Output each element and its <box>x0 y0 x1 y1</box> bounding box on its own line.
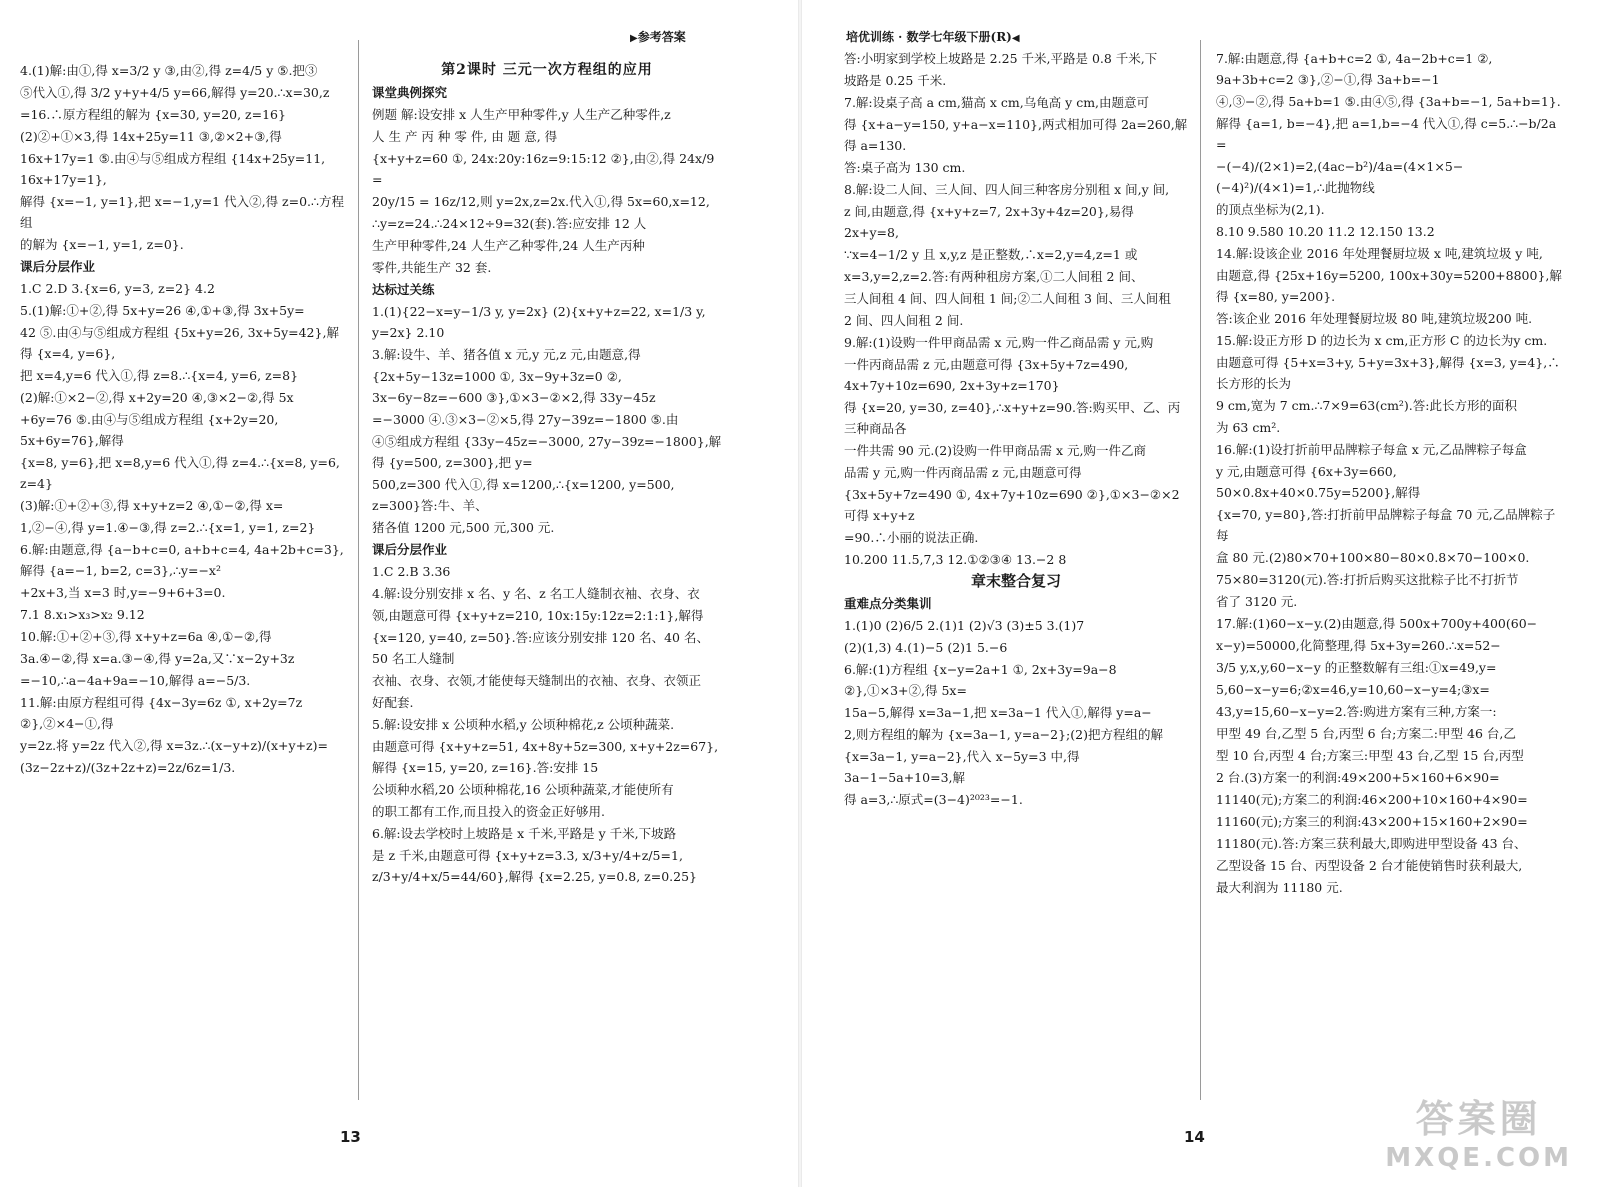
answer-line: =−3000 ④.③×3−②×5,得 27y−39z=−1800 ⑤.由 <box>372 412 679 427</box>
answer-line: 三人间租 4 间、四人间租 1 间;②二人间租 3 间、三人间租 <box>844 291 1171 306</box>
answer-line: 16x+17y=1 ⑤.由④与⑤组成方程组 {14x+25y=11, 16x+17y=1}, <box>20 151 326 187</box>
answer-line: 3.解:设牛、羊、猪各值 x 元,y 元,z 元,由题意,得 <box>372 347 641 362</box>
left-column-2 <box>372 60 722 888</box>
answer-line: 14.解:设该企业 2016 年处理餐厨垃圾 x 吨,建筑垃圾 y 吨, <box>1216 246 1543 261</box>
answer-line: 7.解:设桌子高 a cm,猫高 x cm,乌龟高 y cm,由题意可 <box>844 95 1150 110</box>
answer-line: 答:该企业 2016 年处理餐厨垃圾 80 吨,建筑垃圾200 吨. <box>1216 311 1533 326</box>
answer-line: {3x+5y+7z=490 ①, 4x+7y+10z=690 ②},①×3−②×2 可得 x+y+z <box>844 487 1180 523</box>
answer-line: 盒 80 元.(2)80×70+100×80−80×0.8×70−100×0. <box>1216 550 1530 565</box>
answer-line: 答:小明家到学校上坡路是 2.25 千米,平路是 0.8 千米,下 <box>844 51 1158 66</box>
answer-line: (3)解:①+②+③,得 x+y+z=2 ④,①−②,得 x= <box>20 498 284 513</box>
answer-line: −(−4)/(2×1)=2,(4ac−b²)/4a=(4×1×5−(−4)²)/(4×1)=1,∴此抛物线 <box>1216 159 1464 195</box>
answer-line: 答:桌子高为 130 cm. <box>844 160 966 175</box>
answer-line: 10.解:①+②+③,得 x+y+z=6a ④,①−②,得 <box>20 629 272 644</box>
left-column-divider <box>358 40 359 1100</box>
answer-line: 500,z=300 代入①,得 x=1200,∴{x=1200, y=500, z=300}答:牛、羊、 <box>372 477 675 513</box>
answer-line: 1.C 2.D 3.{x=6, y=3, z=2} 4.2 <box>20 281 215 296</box>
answer-line: 1.C 2.B 3.36 <box>372 564 451 579</box>
answer-line: 由题意可得 {x+y+z=51, 4x+8y+5z=300, x+y+2z=67},解得 {x=15, y=20, z=16}.答:安排 15 <box>372 739 719 775</box>
answer-line: 4.(1)解:由①,得 x=3/2 y ③,由②,得 z=4/5 y ⑤.把③ <box>20 63 318 78</box>
answer-line: 得 a=3,∴原式=(3−4)²⁰²³=−1. <box>844 792 1023 807</box>
answer-line: 坡路是 0.25 千米. <box>844 73 947 88</box>
answer-line: =90.∴小丽的说法正确. <box>844 530 979 545</box>
answer-line: 解得 {x=−1, y=1},把 x=−1,y=1 代入②,得 z=0.∴方程组 <box>20 194 344 230</box>
right-header-text: 培优训练 · 数学七年级下册(R) <box>846 30 1012 44</box>
answer-line: 人 生 产 丙 种 零 件, 由 题 意, 得 <box>372 129 558 144</box>
answer-line: 为 63 cm². <box>1216 420 1281 435</box>
answer-line: 品需 y 元,购一件丙商品需 z 元,由题意可得 <box>844 465 1082 480</box>
answer-line: {x=70, y=80},答:打折前甲品牌粽子每盒 70 元,乙品牌粽子每 <box>1216 507 1556 543</box>
answer-line: 一件丙商品需 z 元,由题意可得 {3x+5y+7z=490, 4x+7y+10z=690, 2x+3y+z=170} <box>844 357 1129 393</box>
answer-line: 的解为 {x=−1, y=1, z=0}. <box>20 237 184 252</box>
answer-line: 领,由题意可得 {x+y+z=210, 10x:15y:12z=2:1:1},解得 <box>372 608 704 623</box>
answer-line: 5.解:设安排 x 公顷种水稻,y 公顷种棉花,z 公顷种蔬菜. <box>372 717 675 732</box>
answer-line: {x=8, y=6},把 x=8,y=6 代入①,得 z=4.∴{x=8, y=6, z=4} <box>20 455 340 491</box>
right-column-1 <box>844 48 1188 811</box>
answer-line: 2,则方程组的解为 {x=3a−1, y=a−2};(2)把方程组的解 <box>844 727 1163 742</box>
answer-line: 由题意可得 {5+x=3+y, 5+y=3x+3},解得 {x=3, y=4},∴长方形的长为 <box>1216 355 1560 391</box>
left-column-1 <box>20 60 350 779</box>
answer-line: (2)解:①×2−②,得 x+2y=20 ④,③×2−②,得 5x <box>20 390 294 405</box>
answer-line: 8.10 9.580 10.20 11.2 12.150 13.2 <box>1216 224 1435 239</box>
answer-line: 衣袖、衣身、衣领,才能使每天缝制出的衣袖、衣身、衣领正 <box>372 673 701 688</box>
answer-line: 3a.④−②,得 x=a.③−④,得 y=2a,又∵x−2y+3z <box>20 651 295 666</box>
answer-line: +6y=76 ⑤.由④与⑤组成方程组 {x+2y=20, 5x+6y=76},解得 <box>20 412 279 448</box>
left-page <box>0 0 798 1187</box>
right-column-2 <box>1216 48 1566 899</box>
answer-line: {x+y+z=60 ①, 24x:20y:16z=9:15:12 ②},由②,得 24x/9 = <box>372 151 715 187</box>
answer-line: 3/5 y,x,y,60−x−y 的正整数解有三组:①x=49,y= <box>1216 660 1497 675</box>
answer-line: 2 间、四人间租 2 间. <box>844 313 964 328</box>
answer-line: {x=120, y=40, z=50}.答:应该分别安排 120 名、40 名、50 名工人缝制 <box>372 630 709 666</box>
answer-line: 最大利润为 11180 元. <box>1216 880 1343 895</box>
answer-line: 4.解:设分别安排 x 名、y 名、z 名工人缝制衣袖、衣身、衣 <box>372 586 700 601</box>
section-title: 重难点分类集训 <box>844 596 932 611</box>
answer-line: 把 x=4,y=6 代入①,得 z=8.∴{x=4, y=6, z=8} <box>20 368 299 383</box>
answer-line: 猪各值 1200 元,500 元,300 元. <box>372 520 555 535</box>
answer-line: 11160(元);方案三的利润:43×200+15×160+2×90= <box>1216 814 1528 829</box>
answer-line: 7.解:由题意,得 {a+b+c=2 ①, 4a−2b+c=1 ②, 9a+3b+c=2 ③},②−①,得 3a+b=−1 <box>1216 51 1493 87</box>
triangle-left-icon: ◀ <box>1011 33 1020 44</box>
section-title: 课后分层作业 <box>372 542 448 557</box>
answer-line: ④⑤组成方程组 {33y−45z=−3000, 27y−39z=−1800},解得 {y=500, z=300},把 y= <box>372 434 722 470</box>
answer-line: 9.解:(1)设购一件甲商品需 x 元,购一件乙商品需 y 元,购 <box>844 335 1154 350</box>
answer-line: 得 {x+a−y=150, y+a−x=110},两式相加可得 2a=260,解得 a=130. <box>844 117 1188 153</box>
chapter-title: 章末整合复习 <box>970 572 1061 590</box>
answer-line: ∴y=z=24.∴24×12÷9=32(套).答:应安排 12 人 <box>372 216 647 231</box>
watermark-site: MXQE.COM <box>1385 1143 1572 1173</box>
answer-line: 省了 3120 元. <box>1216 594 1298 609</box>
answer-line: 17.解:(1)60−x−y.(2)由题意,得 500x+700y+400(60− <box>1216 616 1538 631</box>
answer-line: 6.解:(1)方程组 {x−y=2a+1 ①, 2x+3y=9a−8 ②},①×3+②,得 5x= <box>844 662 1117 698</box>
answer-line: 型 10 台,丙型 4 台;方案三:甲型 43 台,乙型 15 台,丙型 <box>1216 748 1524 763</box>
answer-line: (2)(1,3) 4.(1)−5 (2)1 5.−6 <box>844 640 1008 655</box>
left-page-header <box>630 28 686 45</box>
answer-line: 公顷种水稻,20 公顷种棉花,16 公顷种蔬菜,才能使所有 <box>372 782 674 797</box>
watermark-logo <box>1385 1088 1572 1173</box>
answer-line: ∵x=4−1/2 y 且 x,y,z 是正整数,∴x=2,y=4,z=1 或 <box>844 247 1138 262</box>
answer-line: 43,y=15,60−x−y=2.答:购进方案有三种,方案一: <box>1216 704 1497 719</box>
answer-line: {x=3a−1, y=a−2},代入 x−5y=3 中,得 3a−1−5a+10=3,解 <box>844 749 1080 785</box>
left-page-number: 13 <box>340 1128 361 1146</box>
answer-line: 由题意,得 {25x+16y=5200, 100x+30y=5200+8800},解得 {x=80, y=200}. <box>1216 268 1562 304</box>
answer-line: 1.(1)0 (2)6/5 2.(1)1 (2)√3 (3)±5 3.(1)7 <box>844 618 1085 633</box>
answer-line: 15.解:设正方形 D 的边长为 x cm,正方形 C 的边长为y cm. <box>1216 333 1548 348</box>
answer-line: 11180(元).答:方案三获利最大,即购进甲型设备 43 台、 <box>1216 836 1527 851</box>
section-title: 达标过关练 <box>372 282 435 297</box>
triangle-right-icon: ▶ <box>630 33 638 44</box>
answer-line: 2 台.(3)方案一的利润:49×200+5×160+6×90= <box>1216 770 1500 785</box>
answer-line: 例题 解:设安排 x 人生产甲种零件,y 人生产乙种零件,z <box>372 107 671 122</box>
answer-line: 8.解:设二人间、三人间、四人间三种客房分别租 x 间,y 间, <box>844 182 1170 197</box>
answer-line: {2x+5y−13z=1000 ①, 3x−9y+3z=0 ②, 3x−6y−8z=−600 ③},①×3−②×2,得 33y−45z <box>372 369 656 405</box>
answer-line: 16.解:(1)设打折前甲品牌粽子每盒 x 元,乙品牌粽子每盒 <box>1216 442 1527 457</box>
answer-line: 的顶点坐标为(2,1). <box>1216 202 1325 217</box>
answer-line: =16.∴原方程组的解为 {x=30, y=20, z=16} <box>20 107 286 122</box>
answer-line: 1.(1){22−x=y−1/3 y, y=2x} (2){x+y+z=22, x=1/3 y, y=2x} 2.10 <box>372 304 706 340</box>
right-page <box>802 0 1600 1187</box>
answer-line: 一件共需 90 元.(2)设购一件甲商品需 x 元,购一件乙商 <box>844 443 1147 458</box>
answer-line: 10.200 11.5,7,3 12.①②③④ 13.−2 8 <box>844 552 1067 567</box>
answer-line: 9 cm,宽为 7 cm.∴7×9=63(cm²).答:此长方形的面积 <box>1216 398 1517 413</box>
right-page-header <box>846 28 1020 45</box>
right-column-divider <box>1200 40 1201 1100</box>
answer-line: 的职工都有工作,而且投入的资金正好够用. <box>372 804 605 819</box>
answer-line: ⑤代入①,得 3/2 y+y+4/5 y=66,解得 y=20.∴x=30,z <box>20 85 330 100</box>
answer-line: 5,60−x−y=6;②x=46,y=10,60−x−y=4;③x= <box>1216 682 1490 697</box>
answer-line: 甲型 49 台,乙型 5 台,丙型 6 台;方案二:甲型 46 台,乙 <box>1216 726 1516 741</box>
answer-line: 是 z 千米,由题意可得 {x+y+z=3.3, x/3+y/4+z/5=1, z/3+y/4+x/5=44/60},解得 {x=2.25, y=0.8, z=0.25} <box>372 848 697 884</box>
section-title: 课堂典例探究 <box>372 85 448 100</box>
answer-line: 好配套. <box>372 695 414 710</box>
answer-line: 乙型设备 15 台、丙型设备 2 台才能使销售时获利最大, <box>1216 858 1523 873</box>
answer-line: 6.解:设去学校时上坡路是 x 千米,平路是 y 千米,下坡路 <box>372 826 677 841</box>
answer-line: x−y)=50000,化简整理,得 5x+3y=260.∴x=52− <box>1216 638 1501 653</box>
right-page-number: 14 <box>1184 1128 1205 1146</box>
answer-line: 20y/15 = 16z/12,则 y=2x,z=2x.代入①,得 5x=60,x=12, <box>372 194 710 209</box>
answer-line: =−10,∴a−4a+9a=−10,解得 a=−5/3. <box>20 673 251 688</box>
answer-line: (3z−2z+z)/(3z+2z+z)=2z/6z=1/3. <box>20 760 236 775</box>
answer-line: 生产甲种零件,24 人生产乙种零件,24 人生产丙种 <box>372 238 645 253</box>
answer-line: ④,③−②,得 5a+b=1 ⑤.由④⑤,得 {3a+b=−1, 5a+b=1}. <box>1216 94 1561 109</box>
lesson-title: 第2课时 三元一次方程组的应用 <box>441 62 653 78</box>
left-header-text: 参考答案 <box>637 30 686 44</box>
answer-line: x=3,y=2,z=2.答:有两种租房方案,①二人间租 2 间、 <box>844 269 1144 284</box>
answer-line: y=2z.将 y=2z 代入②,得 x=3z.∴(x−y+z)/(x+y+z)= <box>20 738 328 753</box>
watermark-text: 答案圈 <box>1415 1097 1542 1141</box>
answer-line: 解得 {a=1, b=−4},把 a=1,b=−4 代入①,得 c=5.∴−b/2a = <box>1216 116 1557 152</box>
answer-line: 11.解:由原方程组可得 {4x−3y=6z ①, x+2y=7z ②},②×4−①,得 <box>20 695 303 731</box>
answer-line: 得 {x=20, y=30, z=40},∴x+y+z=90.答:购买甲、乙、丙三种商品各 <box>844 400 1181 436</box>
answer-line: y 元,由题意可得 {6x+3y=660, 50×0.8x+40×0.75y=5200},解得 <box>1216 464 1421 500</box>
answer-line: 42 ⑤.由④与⑤组成方程组 {5x+y=26, 3x+5y=42},解得 {x=4, y=6}, <box>20 325 339 361</box>
answer-line: +2x+3,当 x=3 时,y=−9+6+3=0. <box>20 585 226 600</box>
section-title: 课后分层作业 <box>20 259 96 274</box>
answer-line: (2)②+①×3,得 14x+25y=11 ③,②×2+③,得 <box>20 129 282 144</box>
answer-line: 6.解:由题意,得 {a−b+c=0, a+b+c=4, 4a+2b+c=3},解得 {a=−1, b=2, c=3},∴y=−x² <box>20 542 344 578</box>
answer-line: 1,②−④,得 y=1.④−③,得 z=2.∴{x=1, y=1, z=2} <box>20 520 316 535</box>
answer-line: 7.1 8.x₁>x₃>x₂ 9.12 <box>20 607 145 622</box>
answer-line: 15a−5,解得 x=3a−1,把 x=3a−1 代入①,解得 y=a− <box>844 705 1152 720</box>
answer-line: 11140(元);方案二的利润:46×200+10×160+4×90= <box>1216 792 1528 807</box>
answer-line: 5.(1)解:①+②,得 5x+y=26 ④,①+③,得 3x+5y= <box>20 303 305 318</box>
answer-line: 75×80=3120(元).答:打折后购买这批粽子比不打折节 <box>1216 572 1519 587</box>
answer-line: z 间,由题意,得 {x+y+z=7, 2x+3y+4z=20},易得 2x+y=8, <box>844 204 1134 240</box>
answer-line: 零件,共能生产 32 套. <box>372 260 492 275</box>
